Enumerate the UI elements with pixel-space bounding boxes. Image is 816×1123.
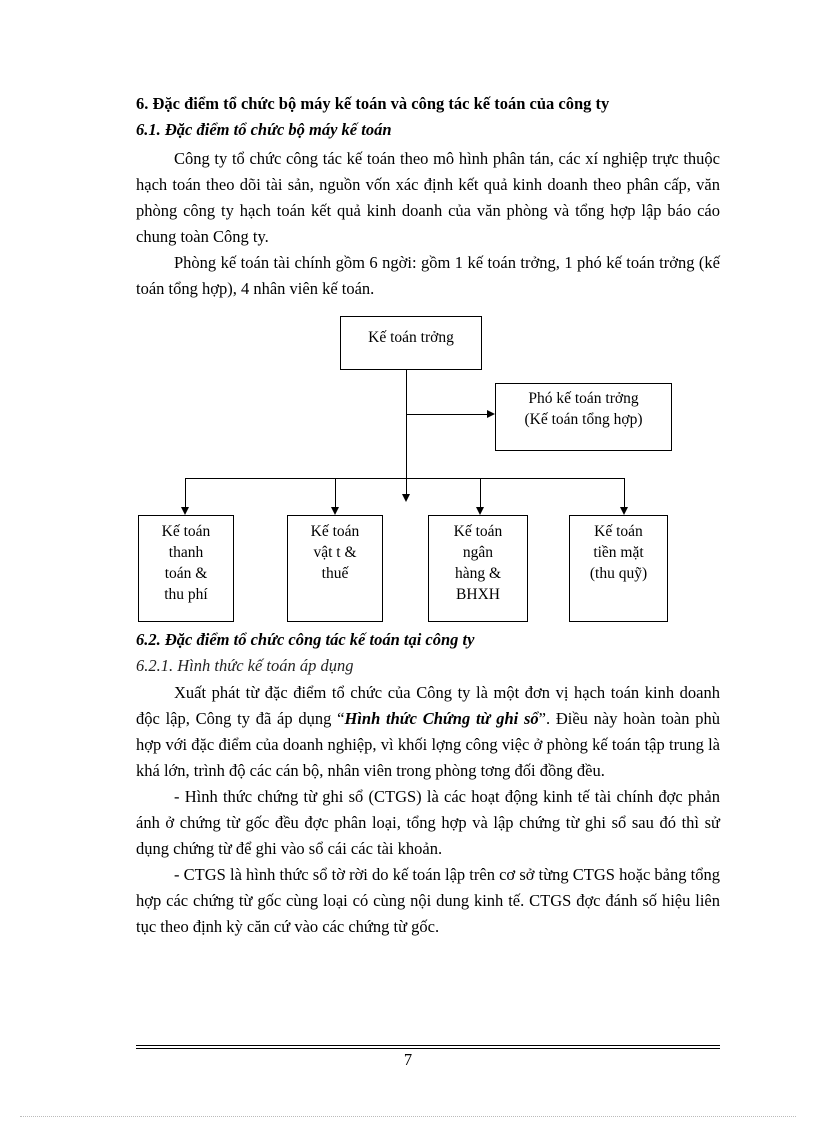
arrow-down-main (402, 494, 410, 502)
staff-box-materials-line: vật t & (313, 544, 357, 561)
staff-box-materials-line: Kế toán (310, 523, 360, 540)
staff-box-bank (428, 515, 528, 622)
staff-box-bank-line: Kế toán (453, 523, 503, 540)
chief-accountant-label: Kế toán trởng (368, 329, 454, 346)
staff-box-payment-line: toán & (164, 565, 208, 582)
heading-section-6: 6. Đặc điểm tổ chức bộ máy kế toán và công tác kế toán của công ty (136, 94, 610, 113)
body-paragraphs (136, 680, 720, 940)
paragraph-organization: Công ty tổ chức công tác kế toán theo mô hình phân tán, các xí nghiệp trực thuộc hạch toán theo dõi tài sản, nguồn vốn xác định kết quả kinh doanh theo phân cấp, văn phòng công ty hạch toán kết quả kinh doanh của văn phòng và tổng hợp lập báo cáo chung toàn Công ty. (136, 149, 720, 246)
footer-rule-bottom (136, 1048, 720, 1049)
connector-staff-1 (185, 478, 186, 508)
heading-section-6-1: 6.1. Đặc điểm tổ chức bộ máy kế toán (136, 120, 392, 139)
arrow-down-staff-1 (181, 507, 189, 515)
intro-paragraphs (136, 146, 720, 302)
staff-box-materials-line: thuế (321, 565, 349, 582)
deputy-accountant-sublabel: (Kế toán tổng hợp) (524, 411, 643, 428)
paragraph-ctgs-definition: - Hình thức chứng từ ghi sổ (CTGS) là các hoạt động kinh tế tài chính đợc phản ánh ở chứng từ gốc đều đợc phân loại, tổng hợp và lập chứng từ ghi sổ sau đó thì sử dụng chứng từ để ghi vào sổ cái các tài khoản. (136, 787, 720, 858)
paragraph-staff-count: Phòng kế toán tài chính gồm 6 ngời: gồm 1 kế toán trởng, 1 phó kế toán trởng (kế toán tổng hợp), 4 nhân viên kế toán. (136, 253, 720, 298)
deputy-accountant-box (495, 383, 672, 451)
connector-staff-2 (335, 478, 336, 508)
staff-box-payment-line: Kế toán (161, 523, 211, 540)
staff-box-materials (287, 515, 383, 622)
footer-rule-top (136, 1045, 720, 1046)
staff-box-payment-line: thanh (168, 544, 204, 561)
staff-box-bank-line: ngân (462, 544, 494, 561)
staff-box-bank-line: BHXH (456, 586, 500, 603)
staff-box-payment (138, 515, 234, 622)
staff-box-cash-line: (thu quỹ) (589, 565, 648, 582)
staff-box-payment-line: thu phí (164, 586, 208, 603)
connector-staff-3 (480, 478, 481, 508)
chief-accountant-box (340, 316, 482, 370)
page-edge-divider (20, 1116, 796, 1117)
deputy-accountant-label: Phó kế toán trởng (528, 390, 639, 407)
paragraph-form-applied-end: ”. Điều này hoàn toàn phù hợp với đặc điểm của doanh nghiệp, vì khối lợng công việc ở phòng kế toán tập trung là khá lớn, trình độ các cán bộ, nhân viên trong phòng tơng đối đồng đều. (136, 709, 720, 780)
heading-section-6-2-1: 6.2.1. Hình thức kế toán áp dụng (136, 656, 354, 675)
paragraph-form-applied (136, 680, 720, 784)
form-name-emphasis: Hình thức Chứng từ ghi sổ (344, 709, 539, 728)
connector-staff-4 (624, 478, 625, 508)
heading-section-6-2: 6.2. Đặc điểm tổ chức công tác kế toán tại công ty (136, 630, 475, 649)
paragraph-ctgs-form: - CTGS là hình thức sổ tờ rời do kế toán lập trên cơ sở từng CTGS hoặc bảng tổng hợp các chứng từ gốc cùng loại có cùng nội dung kinh tế. CTGS đợc đánh số hiệu liên tục theo định kỳ căn cứ vào các chứng từ gốc. (136, 865, 720, 936)
arrow-down-staff-4 (620, 507, 628, 515)
page-number: 7 (403, 1050, 413, 1069)
arrow-right-deputy (487, 410, 495, 418)
staff-box-bank-line: hàng & (454, 565, 502, 582)
connector-to-deputy (406, 414, 488, 415)
arrow-down-staff-2 (331, 507, 339, 515)
staff-box-cash-line: Kế toán (594, 523, 643, 540)
staff-box-cash (569, 515, 668, 622)
connector-horizontal-staff (185, 478, 625, 479)
arrow-down-staff-3 (476, 507, 484, 515)
staff-box-cash-line: tiền mặt (593, 544, 644, 561)
paragraph-form-applied-start: Xuất phát từ đặc điểm tổ chức của Công ty là một đơn vị hạch toán kinh doanh độc lập, Công ty đã áp dụng “ (136, 683, 720, 728)
